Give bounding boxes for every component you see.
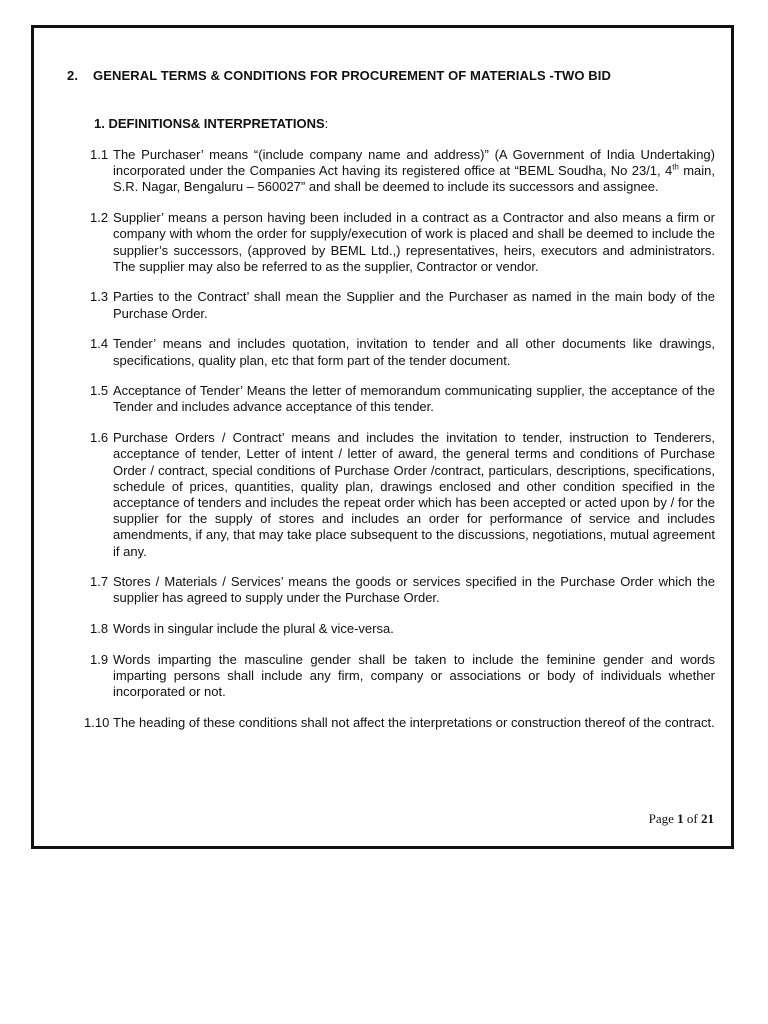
clause-1-4 bbox=[88, 336, 715, 368]
clause-text: The Purchaser’ means “(include company name and address)” (A Government of India Undertaking) incorporated under the Companies Act having its registered office at “BEML Soudha, No 23/1, 4th main, S.R. Nagar, Bengaluru – 560027” and shall be deemed to include its successors and assignee. bbox=[113, 147, 715, 195]
clause-text: Acceptance of Tender’ Means the letter of memorandum communicating supplier, the acceptance of the Tender and includes advance acceptance of this tender. bbox=[113, 383, 715, 415]
clause-text: Stores / Materials / Services’ means the goods or services specified in the Purchase Order which the supplier has agreed to supply under the Purchase Order. bbox=[113, 574, 715, 606]
title-number: 2. bbox=[67, 68, 79, 83]
clause-number: 1.7 bbox=[90, 574, 109, 590]
clause-1-1 bbox=[88, 147, 715, 196]
section-heading-text: 1. DEFINITIONS& INTERPRETATIONS bbox=[94, 116, 325, 131]
clause-1-6 bbox=[88, 430, 715, 560]
clause-text: Words in singular include the plural & vice-versa. bbox=[113, 621, 394, 637]
section-heading-suffix: : bbox=[324, 116, 329, 131]
clause-number: 1.8 bbox=[90, 621, 109, 637]
clause-1-9 bbox=[88, 652, 715, 701]
clause-text: Words imparting the masculine gender shall be taken to include the feminine gender and words imparting persons shall include any firm, company or associations or body of individuals whether incorporated or not. bbox=[113, 651, 715, 700]
clause-text: Supplier’ means a person having been included in a contract as a Contractor and also means a firm or company with whom the order for supply/execution of work is placed and shall be deemed to include the supplier’s successors, (approved by BEML Ltd.,) representatives, heirs, executors and administrators. The supplier may also be referred to as the supplier, Contractor or vendor. bbox=[113, 210, 715, 274]
superscript: th bbox=[672, 162, 679, 172]
section-heading bbox=[94, 116, 328, 131]
clause-1-7 bbox=[88, 574, 715, 606]
page-label: Page bbox=[648, 811, 674, 826]
clause-1-5 bbox=[88, 383, 715, 415]
clause-number: 1.4 bbox=[90, 336, 109, 352]
clause-1-2 bbox=[88, 210, 715, 275]
clause-number: 1.1 bbox=[90, 147, 109, 162]
clause-text: Parties to the Contract’ shall mean the Supplier and the Purchaser as named in the main body of the Purchase Order. bbox=[113, 289, 715, 321]
page-current: 1 bbox=[677, 811, 684, 826]
clause-text: The heading of these conditions shall not affect the interpretations or construction thereof of the contract. bbox=[113, 714, 715, 730]
clause-number: 1.9 bbox=[90, 651, 109, 667]
clause-text: Tender’ means and includes quotation, invitation to tender and all other documents like drawings, specifications, quality plan, etc that form part of the tender document. bbox=[113, 336, 715, 368]
clause-text: Purchase Orders / Contract’ means and includes the invitation to tender, instruction to Tenderers, acceptance of tender, Letter of intent / letter of award, the general terms and conditions of Purchase Order / contract, special conditions of Purchase Order /contract, particulars, descriptions, specifications, schedule of prices, quantities, quality plan, drawings enclosed and other condition specified in the acceptance of tenders and includes the repeat order which has been accepted or acted upon by / for the supplier for the supply of stores and includes an order for performance of service and includes amendments, if any, that may take place subsequent to the discussions, negotiations, mutual agreement if any. bbox=[113, 430, 715, 559]
clause-1-10 bbox=[82, 715, 715, 731]
clause-number: 1.5 bbox=[90, 383, 109, 399]
page-number bbox=[649, 811, 714, 827]
clause-1-8 bbox=[88, 621, 715, 637]
clause-1-3 bbox=[88, 289, 715, 321]
clause-number: 1.3 bbox=[90, 289, 109, 305]
page-of: of bbox=[686, 811, 698, 826]
clause-list bbox=[84, 147, 715, 746]
clause-number: 1.10 bbox=[84, 714, 110, 730]
clause-number: 1.6 bbox=[90, 430, 109, 446]
document-title bbox=[67, 68, 611, 83]
page-total: 21 bbox=[701, 811, 714, 826]
title-text: GENERAL TERMS & CONDITIONS FOR PROCUREMENT OF MATERIALS -TWO BID bbox=[93, 68, 611, 83]
clause-number: 1.2 bbox=[90, 210, 109, 226]
